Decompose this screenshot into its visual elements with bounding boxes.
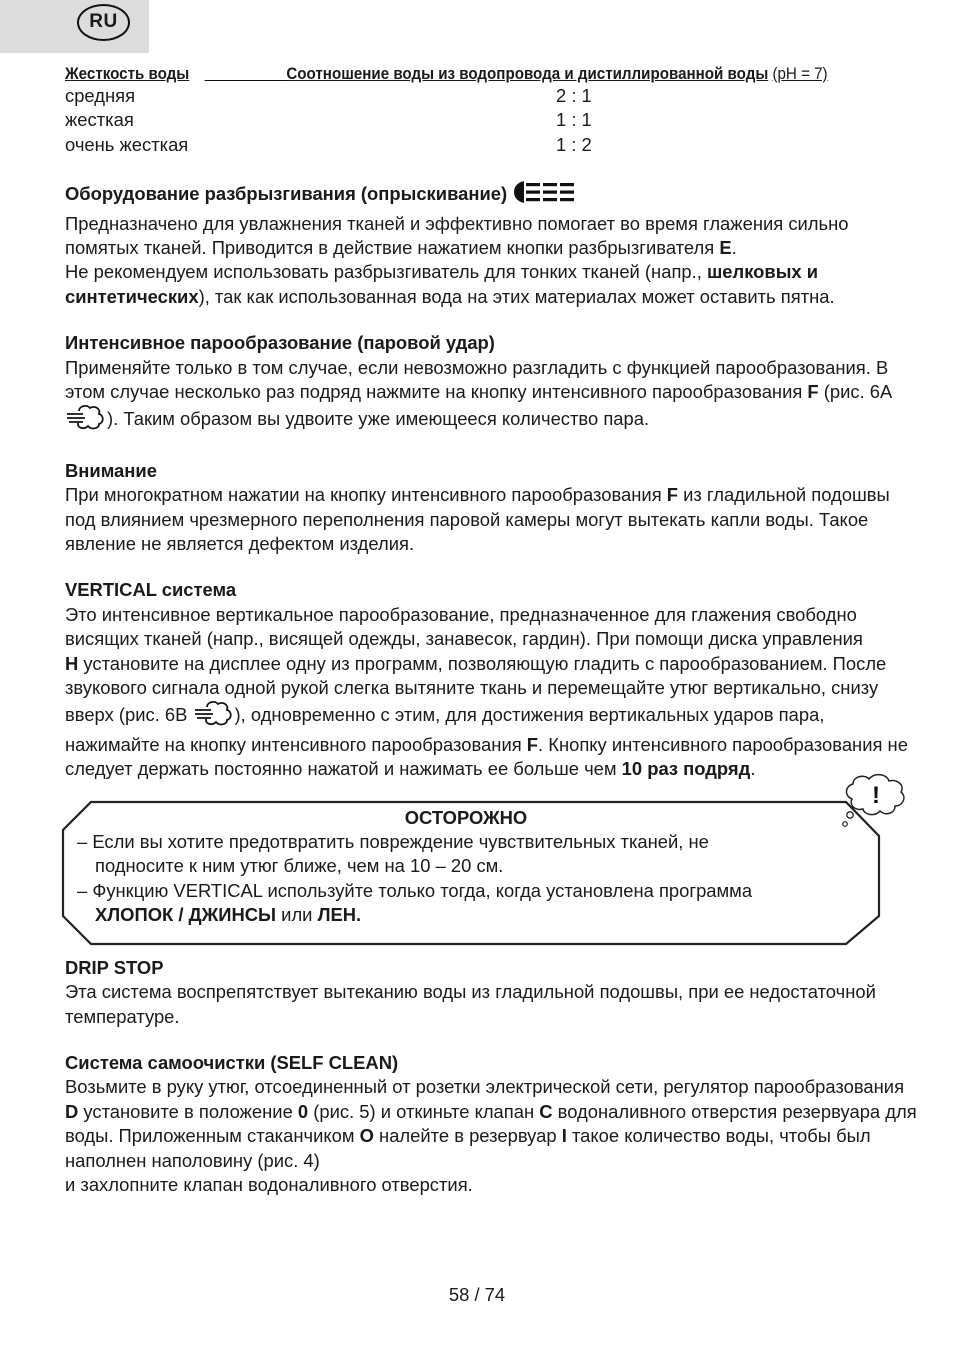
drip-paragraph: Эта система воспрепятствует вытеканию воды из гладильной подошвы, при ее недостаточной температуре. — [65, 981, 876, 1027]
vertical-heading: VERTICAL система — [65, 579, 237, 601]
table-header-hardness: Жесткость воды — [65, 65, 190, 83]
burst-heading: Интенсивное парообразование (паровой удар) — [65, 332, 495, 354]
selfclean-paragraph: Возьмите в руку утюг, отсоединенный от розетки электрической сети, регулятор парообразования D установите в положение 0 (рис. 5) и откиньте клапан C водоналивного отверстия резервуара для воды. Приложенным стаканчиком O налейте в резервуар I такое количество воды, чтобы был наполнен наполовину (рис. 4) — [65, 1076, 917, 1171]
selfclean-section — [65, 1051, 920, 1197]
ratio-header-text: Соотношение воды из водопровода и дистиллированной воды — [286, 65, 769, 83]
vertical-section — [65, 578, 920, 781]
spray-paragraph-1: Предназначено для увлажнения тканей и эффективно помогает во время глажения сильно помятых тканей. Приводится в действие нажатием кнопки разбрызгивателя E. — [65, 212, 849, 258]
ratio-cell: 1 : 2 — [556, 133, 592, 155]
vertical-paragraph-2: H установите на дисплее одну из программ, позволяющую гладить с парообразованием. После звукового сигнала одной рукой слегка вытяните ткань и перемещайте утюг вертикально, снизу вверх (рис. 6В ), одновременно с этим, для достижения вертикальных ударов пара, нажимайте на кнопку интенсивного парообразования F. Кнопку интенсивного парообразования не следует держать постоянно нажатой и нажимать ее больше чем 10 раз подряд. — [65, 652, 908, 780]
caution-item: – Если вы хотите предотвратить повреждение чувствительных тканей, не — [77, 830, 709, 852]
burst-paragraph: Применяйте только в том случае, если невозможно разгладить с функцией парообразования. В этом случае несколько раз подряд нажмите на кнопку интенсивного парообразования F (рис. 6А ). Таким образом вы удвоите уже имеющееся количество пара. — [65, 356, 920, 437]
spray-section — [65, 179, 920, 309]
attention-heading: Внимание — [65, 459, 157, 481]
selfclean-heading: Система самоочистки (SELF CLEAN) — [65, 1051, 399, 1073]
hardness-cell: средняя — [65, 85, 136, 106]
table-row — [65, 84, 920, 108]
page-content — [65, 60, 920, 1197]
svg-text:!: ! — [872, 781, 880, 809]
ratio-cell: 2 : 1 — [556, 85, 592, 106]
page-number: 58 / 74 — [448, 1284, 506, 1305]
header-underline — [205, 80, 289, 81]
table-header — [65, 60, 916, 84]
vertical-paragraph-1: Это интенсивное вертикальное парообразование, предназначенное для глажения свободно висящих тканей (напр., висящей одежды, занавесок, гардин). При помощи диска управления — [65, 603, 863, 650]
ph-note: (pH = 7) — [772, 65, 828, 83]
caution-title: ОСТОРОЖНО — [404, 806, 528, 828]
table-row — [65, 133, 920, 157]
steam-burst-icon — [193, 700, 235, 732]
caution-box — [61, 781, 884, 948]
selfclean-paragraph-end: и захлопните клапан водоналивного отверстия. — [65, 1173, 473, 1195]
spray-icon — [512, 179, 578, 211]
caution-item-continued: подносите к ним утюг ближе, чем на 10 – 20 см. — [95, 855, 504, 877]
attention-section — [65, 459, 920, 557]
attention-paragraph: При многократном нажатии на кнопку интенсивного парообразования F из гладильной подошвы под влиянием чрезмерного переполнения паровой камеры могут вытекать капли воды. Такое явление не является дефектом изделия. — [65, 484, 890, 555]
drip-section — [65, 956, 920, 1029]
table-row — [65, 108, 920, 132]
caution-list — [77, 830, 867, 928]
ratio-cell: 1 : 1 — [556, 109, 592, 131]
language-badge: RU — [77, 4, 130, 41]
language-tab — [0, 0, 149, 53]
hardness-cell: жесткая — [65, 109, 134, 131]
hardness-cell: очень жесткая — [65, 133, 189, 155]
spray-title: Оборудование разбрызгивания (опрыскивание) — [65, 183, 508, 205]
spray-heading — [65, 179, 920, 211]
spray-paragraph-2: Не рекомендуем использовать разбрызгиватель для тонких тканей (напр., шелковых и синтетических), так как использованная вода на этих материалах может оставить пятна. — [65, 261, 835, 307]
burst-section — [65, 331, 920, 437]
caution-item-continued: ХЛОПОК / ДЖИНСЫ или ЛЕН. — [95, 903, 362, 925]
drip-heading: DRIP STOP — [65, 956, 164, 978]
steam-burst-icon — [65, 404, 107, 436]
caution-item: – Функцию VERTICAL используйте только тогда, когда установлена программа — [77, 879, 753, 901]
table-header-ratio — [286, 62, 827, 86]
